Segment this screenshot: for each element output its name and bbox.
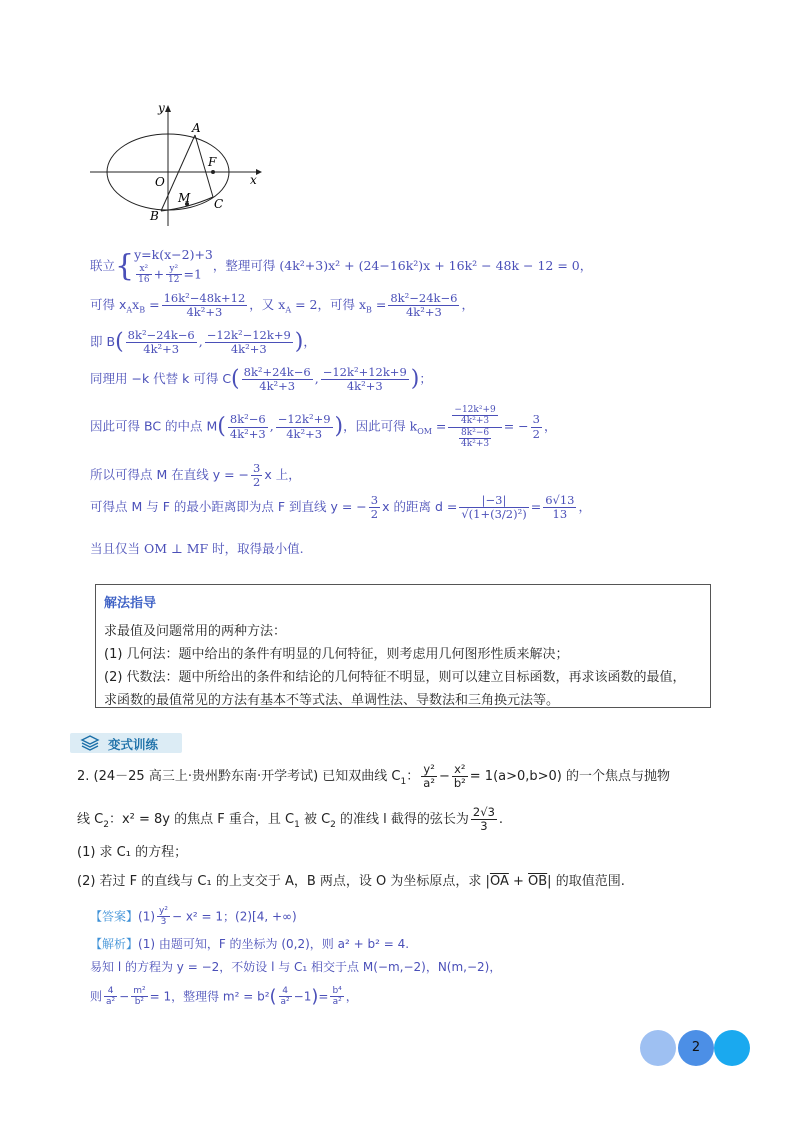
solution-line-3: 即 B( $\frac{\text{8k²−24k−6}}{\text{4k²+3}}$ , $\frac{\text{−12k²−12k+9}}{\text{4k²+3}}$ )， bbox=[90, 328, 316, 357]
analysis-line-3: 则 $\frac{4}{\text{a²}}$ − $\frac{\text{m²}}{\text{b²}}$ = 1，整理得 m² = b²( $\frac{4}{\text{a²}}$ −1)= $\frac{\text{b⁴}}{\text{a²}}$ ， bbox=[90, 985, 358, 1008]
method-guide-line-4: 求函数的最值常见的方法有基本不等式法、单调性法、导数法和三角换元法等。 bbox=[104, 693, 560, 708]
solution-line-6: 所以可得点 M 在直线 y = − $\frac{3}{2}$ x 上， bbox=[90, 461, 301, 490]
problem-line-2: 线 $C_2$：x² = 8y 的焦点 F 重合，且 $C_1$ 被 $C_2$ 的准线 l 截得的弦长为 $\frac{2√3}{3}$ . bbox=[77, 805, 504, 834]
label-M: M bbox=[178, 191, 191, 205]
layers-icon bbox=[80, 735, 100, 751]
solution-line-2: 可得 $x_Ax_B$ = $\frac{\text{16k²−48k+12}}{\text{4k²+3}}$ ，又 $x_A = 2$，可得 $x_B$ = $\frac{\text{8k²−24k−6}}{\text{4k²+3}}$ ， bbox=[90, 291, 474, 320]
solution-line-8: 当且仅当 OM ⊥ MF 时，取得最小值. bbox=[90, 541, 304, 556]
problem-line-4: (2) 若过 F 的直线与 C₁ 的上支交于 A，B 两点，设 O 为坐标原点，求 $|\overline{OA} + \overline{OB}|$ 的取值范围. bbox=[77, 874, 625, 889]
label-C: C bbox=[214, 197, 224, 211]
solution-line-5: 因此可得 BC 的中点 M( $\frac{\text{8k²−6}}{\text{4k²+3}}$ , $\frac{\text{−12k²+9}}{\text{4k²+3}}$ )，因此可得 $k_{OM}$ = $\frac{\frac{\text{−12k²+9}}{\text{4k²+3}}}{\frac{\text{8k²−6}}{\text{4k²+3}}}$ = − $\frac{3}{2}$ ， bbox=[90, 405, 557, 450]
point-F bbox=[211, 170, 215, 174]
y-axis-arrow bbox=[165, 105, 171, 112]
badge-circle-right bbox=[714, 1030, 750, 1066]
method-guide-line-2: (1) 几何法：题中给出的条件有明显的几何特征，则考虑用几何图形性质来解决； bbox=[104, 647, 569, 662]
solution-line-1: 联立{y=k(x−2)+3 $\frac{\text{x²}}{16}$ + $\frac{\text{y²}}{12}$ =1，整理可得 (4k²+3)x² + (24−16k²)x + 16k² − 48k − 12 = 0， bbox=[90, 247, 593, 286]
practice-banner-label: 变式训练 bbox=[108, 737, 159, 752]
problem-line-3: (1) 求 C₁ 的方程； bbox=[77, 845, 188, 860]
label-B: B bbox=[150, 209, 159, 223]
ellipse-figure bbox=[88, 98, 268, 228]
method-guide-box bbox=[95, 584, 711, 708]
label-O: O bbox=[155, 175, 165, 189]
solution-line-7: 可得点 M 与 F 的最小距离即为点 F 到直线 y = − $\frac{3}{2}$ x 的距离 d = $\frac{|-3|}{\text{√(1+(3/2)²)}}$ = $\frac{6√13}{13}$ ， bbox=[90, 493, 591, 522]
label-F: F bbox=[208, 155, 217, 169]
method-guide-line-1: 求最值及问题常用的两种方法： bbox=[104, 624, 287, 639]
badge-circle-left bbox=[640, 1030, 676, 1066]
system-row-1: y=k(x−2)+3 bbox=[134, 247, 213, 262]
problem-line-1: 2. (24－25 高三上·贵州黔东南·开学考试) 已知双曲线 $C_1$： $\frac{\text{y²}}{\text{a²}}$ − $\frac{\text{x²}}{\text{b²}}$ = 1(a>0,b>0) 的一个焦点与抛物 bbox=[77, 762, 671, 791]
analysis-line-2: 易知 l 的方程为 y = −2，不妨设 l 与 C₁ 相交于点 M(−m,−2)，N(m,−2)， bbox=[90, 960, 502, 974]
method-guide-line-3: (2) 代数法：题中所给出的条件和结论的几何特征不明显，则可以建立目标函数，再求该函数的最值， bbox=[104, 670, 686, 685]
x-axis-arrow bbox=[256, 169, 262, 175]
solution-line-4: 同理用 −k 代替 k 可得 C( $\frac{\text{8k²+24k−6}}{\text{4k²+3}}$ , $\frac{\text{−12k²+12k+9}}{\text{4k²+3}}$ )； bbox=[90, 365, 432, 394]
answer-line: 【答案】(1) $\frac{\text{y²}}{3}$ − x² = 1；(2)[4, +∞) bbox=[90, 906, 297, 928]
method-guide-title: 解法指导 bbox=[104, 596, 157, 611]
page-number-badge bbox=[640, 1030, 752, 1066]
label-A: A bbox=[192, 121, 201, 135]
practice-banner bbox=[70, 733, 182, 753]
label-x: x bbox=[250, 173, 257, 187]
label-y: y bbox=[158, 101, 165, 115]
page-number: 2 bbox=[691, 1040, 701, 1055]
analysis-line-1: 【解析】(1) 由题可知，F 的坐标为 (0,2)，则 a² + b² = 4. bbox=[90, 937, 410, 951]
